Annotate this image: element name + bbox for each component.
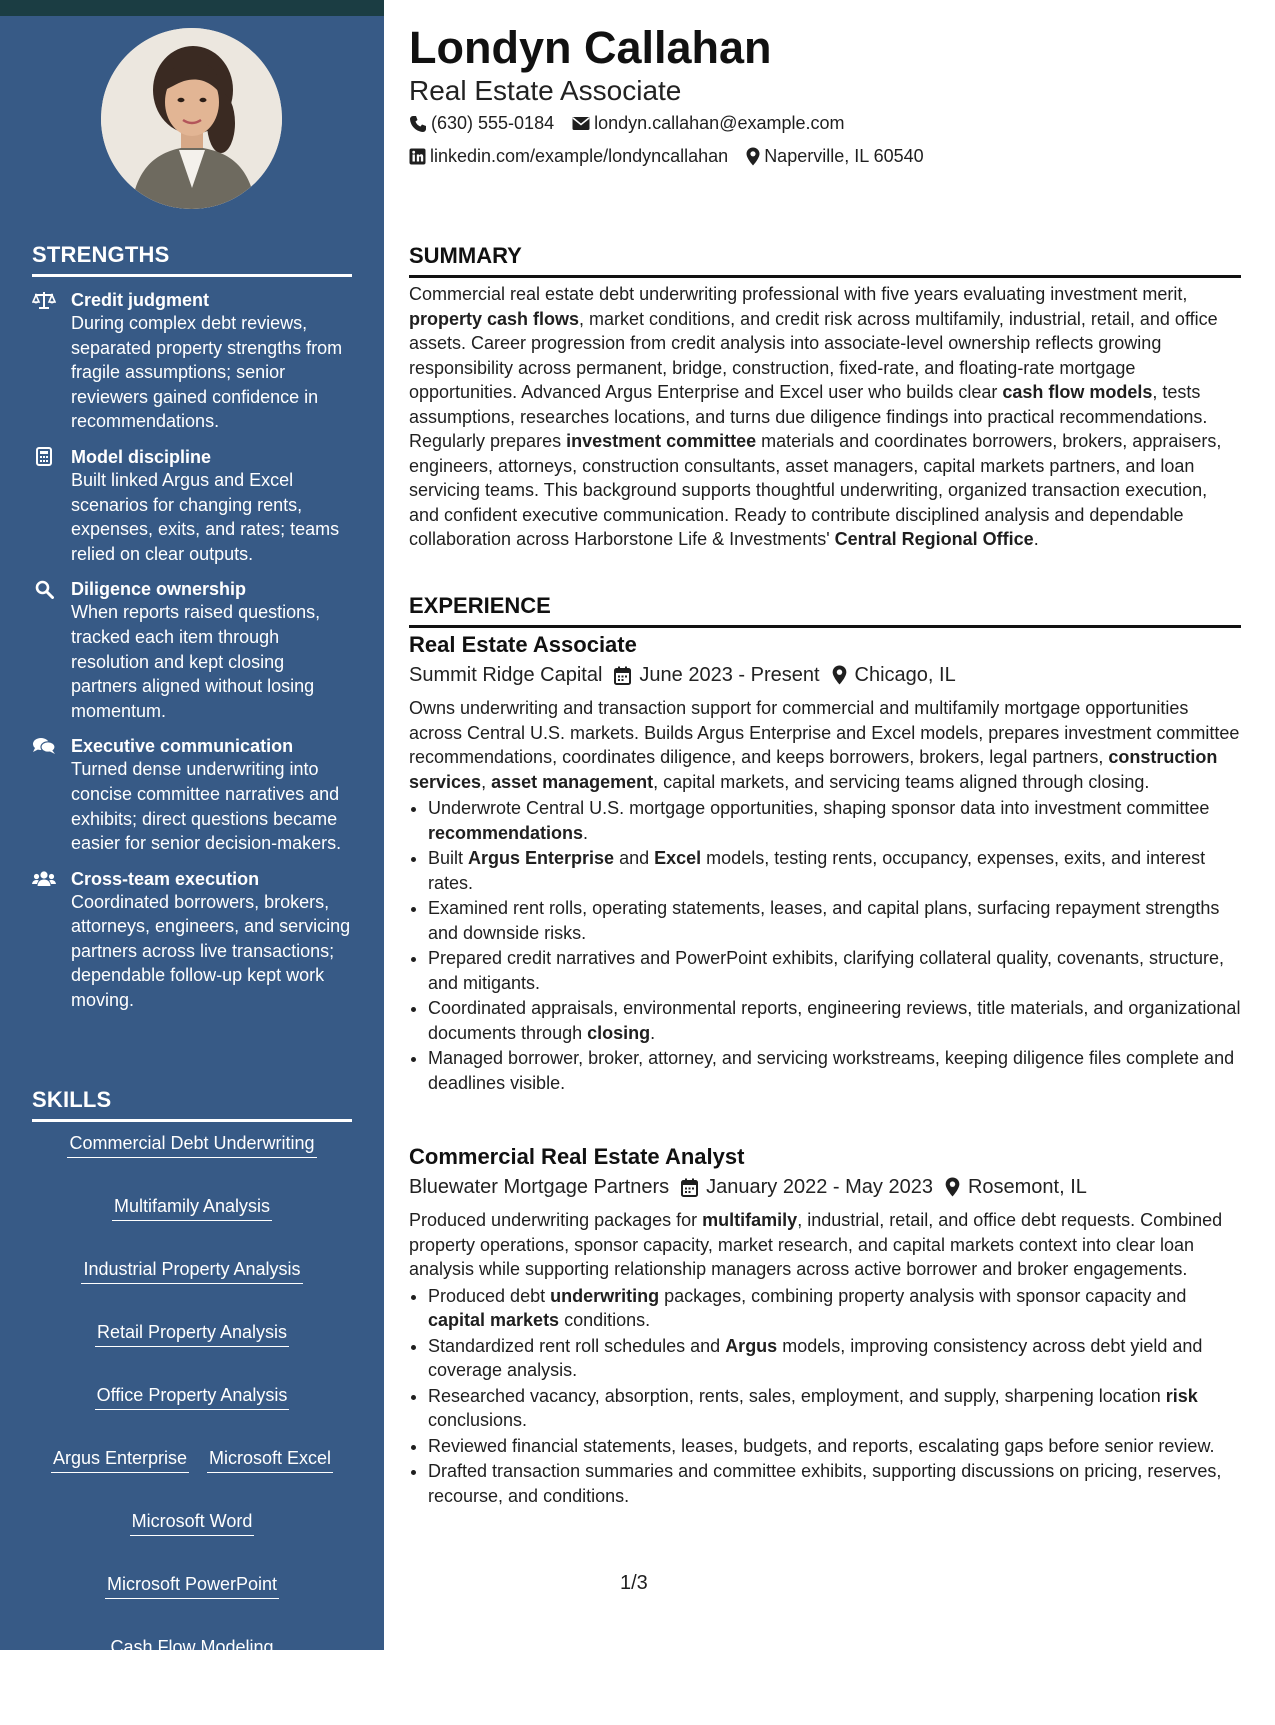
linkedin-icon (409, 148, 426, 165)
strength-item-credit-judgment (32, 289, 354, 434)
job-company: Bluewater Mortgage Partners (409, 1176, 670, 1198)
skill-chip: Commercial Debt Underwriting (67, 1131, 316, 1158)
bullet-item: • Standardized rent roll schedules and Argus models, improving consistency across debt yield and coverage analysis. (428, 1334, 1241, 1383)
summary-text: Commercial real estate debt underwriting professional with five years evaluating investment merit, (409, 284, 1188, 304)
bullet-item: • Drafted transaction summaries and committee exhibits, supporting discussions on pricing, reserves, recourse, and conditions. (428, 1459, 1241, 1508)
page-number: 1/3 (620, 1572, 648, 1594)
bullet-item: • Coordinated appraisals, environmental reports, engineering reviews, title materials, and organizational documents through closing. (428, 996, 1241, 1045)
strength-name: Executive communication (71, 736, 294, 757)
bullet-item: • Managed borrower, broker, attorney, and servicing workstreams, keeping diligence files complete and deadlines visible. (428, 1046, 1241, 1095)
summary-text: materials and coordinates borrowers, brokers, appraisers, engineers, attorneys, construction consultants, asset managers, capital markets partners, and loan servicing teams. This background supports thoughtful underwriting, organized transaction execution, and confident executive communication. Ready to contribute disciplined analysis and dependable collaboration across Harborstone Life & Investments' (409, 431, 1222, 549)
strength-name: Credit judgment (71, 290, 209, 310)
strength-description: When reports raised questions, tracked each item through resolution and kept closing partners aligned without losing momentum. (71, 602, 321, 721)
strength-description: Built linked Argus and Excel scenarios for changing rents, expenses, exits, and rates; teams relied on clear outputs. (71, 469, 340, 564)
bullet-item: • Produced debt underwriting packages, combining property analysis with sponsor capacity and capital markets conditions. (428, 1284, 1241, 1333)
job-bullets (409, 796, 1241, 1095)
bullet-item: • Examined rent rolls, operating statements, leases, and capital plans, surfacing repayment strengths and downside risks. (428, 896, 1241, 945)
job-meta (409, 662, 1241, 688)
skill-chip: Argus Enterprise (51, 1446, 189, 1473)
candidate-name: Londyn Callahan (409, 22, 772, 73)
job-location: Chicago, IL (854, 664, 956, 686)
contact-linkedin[interactable] (409, 146, 728, 167)
summary-text: , tests assumptions, researches locations, and turns due diligence findings into practical recommendations. Regularly prepares (409, 382, 1208, 451)
skill-chip: Microsoft PowerPoint (105, 1572, 279, 1599)
job-desc-text: , capital markets, and servicing teams aligned through closing. (653, 771, 1150, 792)
summary-text: , market conditions, and credit risk across multifamily, industrial, retail, and office assets. Career progression from credit analysis into associate-level ownership reflects growing responsibility across permanent, bridge, construction, fixed-rate, and floating-rate mortgage opportunities. Advanced Argus Enterprise and Excel user who builds clear (409, 308, 1218, 402)
users-icon (32, 869, 56, 889)
job-description (409, 1208, 1241, 1282)
job-desc-highlight: multifamily (702, 1210, 798, 1230)
summary-heading: SUMMARY (409, 243, 1241, 278)
comments-icon (32, 736, 56, 756)
strength-name: Model discipline (71, 446, 212, 467)
bullet-item: • Underwrote Central U.S. mortgage opportunities, shaping sponsor data into investment committee recommendations. (428, 796, 1241, 845)
job-description (409, 696, 1241, 794)
strength-name: Cross-team execution (71, 868, 260, 889)
calendar-icon (614, 666, 631, 685)
job-entry (409, 631, 1241, 1096)
experience-heading: EXPERIENCE (409, 593, 1241, 628)
job-desc-text: Produced underwriting packages for (409, 1210, 703, 1230)
job-desc-text: Owns underwriting and transaction support for commercial and multifamily mortgage opportunities across Central U.S. markets. Builds Argus Enterprise and Excel models, prepares investment committee recommendations, coordinates diligence, and keeps borrowers, brokers, legal partners, (409, 698, 1240, 767)
job-location: Rosemont, IL (967, 1176, 1087, 1198)
job-meta (409, 1174, 1241, 1200)
job-bullets (409, 1284, 1241, 1509)
strength-item-executive-communication (32, 735, 354, 855)
job-desc-text: , (481, 771, 492, 792)
contact-row (409, 113, 863, 134)
job-company: Summit Ridge Capital (409, 664, 603, 686)
linkedin-link[interactable]: linkedin.com/example/londyncallahan (430, 146, 729, 166)
job-desc-highlight: asset management (491, 771, 654, 792)
scale-icon (32, 290, 56, 310)
job-dates: June 2023 - Present (639, 664, 820, 686)
summary-highlight: investment committee (566, 431, 757, 451)
phone-icon (409, 115, 427, 133)
strength-description: Coordinated borrowers, brokers, attorneys, engineers, and servicing partners across live transactions; dependable follow-up kept work moving. (71, 891, 351, 1011)
skills-heading: SKILLS (32, 1087, 352, 1122)
avatar (101, 28, 282, 209)
job-desc-text: , industrial, retail, and office debt requests. Combined property operations, sponsor capacity, market research, and capital markets context into clear loan analysis while supporting relationship managers across active borrower and broker engagements. (409, 1210, 1223, 1279)
location-text: Naperville, IL 60540 (764, 146, 924, 166)
summary-text: . (1033, 529, 1039, 549)
skill-chip: Office Property Analysis (95, 1383, 290, 1410)
contact-row (409, 146, 942, 167)
calendar-icon (681, 1178, 698, 1197)
skills-list (32, 1131, 352, 1725)
strength-item-diligence-ownership (32, 578, 354, 723)
skill-chip: Cash Flow Modeling (108, 1635, 275, 1662)
bullet-item: • Built Argus Enterprise and Excel models, testing rents, occupancy, expenses, exits, and interest rates. (428, 846, 1241, 895)
bullet-item: • Prepared credit narratives and PowerPoint exhibits, clarifying collateral quality, covenants, structure, and mitigants. (428, 946, 1241, 995)
contact-email[interactable] (572, 113, 844, 134)
job-dates: January 2022 - May 2023 (706, 1176, 933, 1198)
strengths-heading: STRENGTHS (32, 242, 352, 277)
contact-location (746, 146, 923, 167)
strengths-list (32, 289, 354, 1025)
job-entry (409, 1143, 1241, 1509)
skill-chip: Rent Roll Analysis (117, 1698, 266, 1725)
bullet-item: • Researched vacancy, absorption, rents, sales, employment, and supply, sharpening location risk conclusions. (428, 1384, 1241, 1433)
phone-text: (630) 555-0184 (431, 113, 555, 133)
strength-item-model-discipline (32, 446, 354, 566)
skill-chip: Microsoft Excel (207, 1446, 333, 1473)
summary-paragraph (409, 282, 1241, 552)
contact-phone (409, 113, 554, 134)
envelope-icon (572, 116, 590, 131)
skill-chip: Industrial Property Analysis (81, 1257, 302, 1284)
strength-item-cross-team-execution (32, 868, 354, 1013)
search-icon (32, 579, 56, 599)
email-link[interactable]: londyn.callahan@example.com (594, 113, 845, 133)
strength-description: Turned dense underwriting into concise committee narratives and exhibits; direct questions became easier for senior decision-makers. (71, 759, 342, 854)
summary-highlight: cash flow models (1002, 382, 1153, 402)
job-desc-highlight: construction services (409, 747, 1218, 792)
strength-description: During complex debt reviews, separated property strengths from fragile assumptions; senior reviewers gained confidence in recommendations. (71, 313, 343, 432)
skill-chip: Multifamily Analysis (112, 1194, 272, 1221)
map-pin-icon (746, 147, 760, 166)
strength-name: Diligence ownership (71, 579, 247, 600)
job-title: Real Estate Associate (409, 632, 637, 657)
map-pin-icon (945, 1177, 960, 1197)
calculator-icon (32, 447, 56, 467)
job-title: Commercial Real Estate Analyst (409, 1144, 745, 1169)
sidebar (0, 0, 384, 1720)
map-pin-icon (832, 665, 847, 685)
summary-highlight: Central Regional Office (834, 529, 1034, 549)
candidate-headline: Real Estate Associate (409, 75, 682, 106)
summary-highlight: property cash flows (409, 308, 580, 329)
bullet-item: • Reviewed financial statements, leases, budgets, and reports, escalating gaps before senior review. (428, 1434, 1241, 1459)
skill-chip: Microsoft Word (130, 1509, 255, 1536)
skill-chip: Retail Property Analysis (95, 1320, 289, 1347)
sidebar-top-bar (0, 0, 384, 16)
